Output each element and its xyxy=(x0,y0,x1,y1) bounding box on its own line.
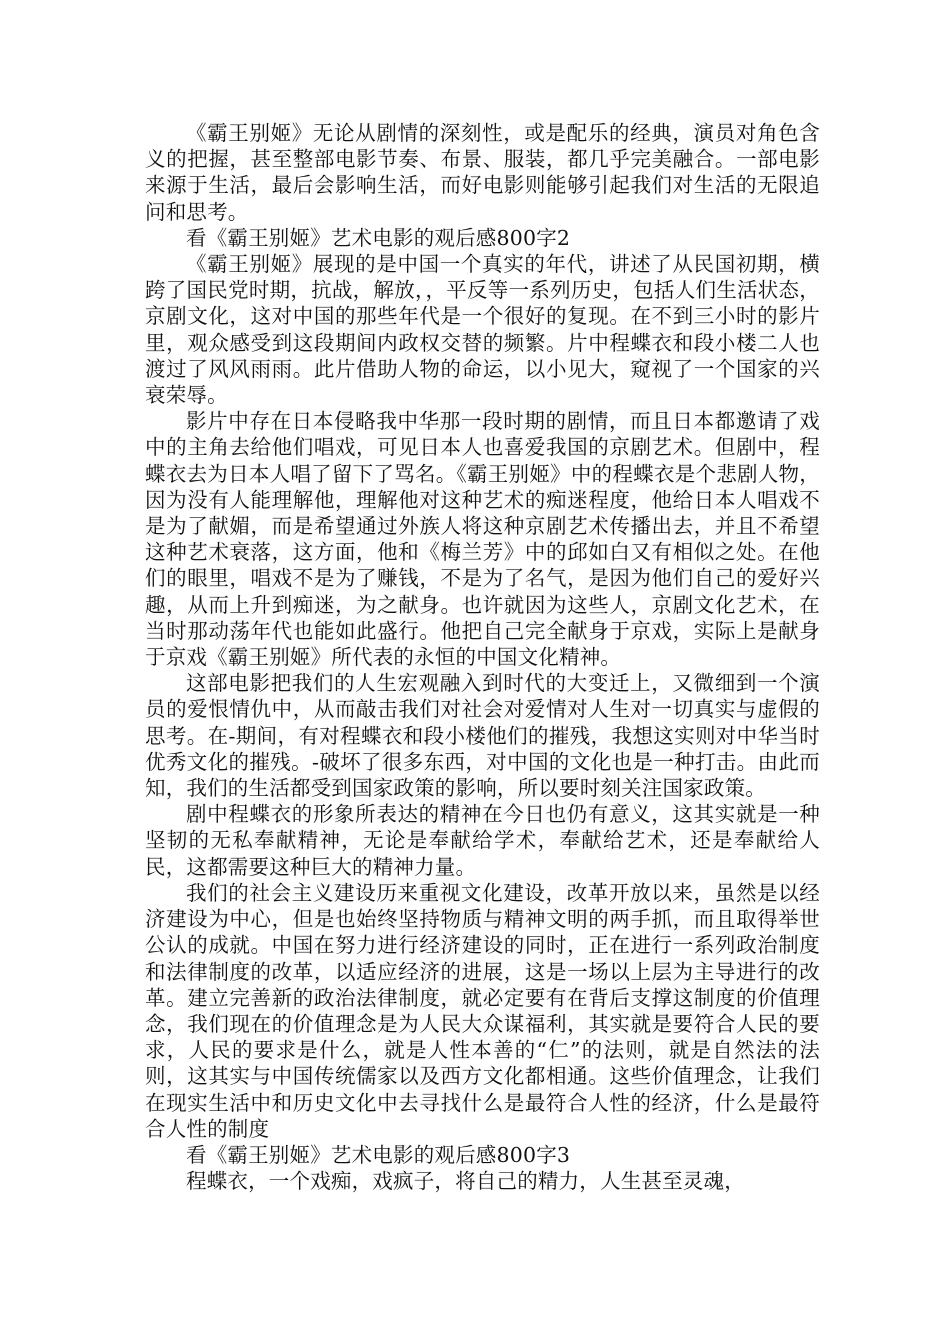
paragraph-3: 影片中存在日本侵略我中华那一段时期的剧情，而且日本都邀请了戏中的主角去给他们唱戏，可见日本人也喜爱我国的京剧艺术。但剧中，程蝶衣去为日本人唱了留下了骂名。《霸王别姬》中的程蝶衣是个悲剧人物，因为没有人能理解他，理解他对这种艺术的痴迷程度，他给日本人唱戏不是为了献媚，而是希望通过外族人将这种京剧艺术传播出去，并且不希望这种艺术衰落，这方面，他和《梅兰芳》中的邱如白又有相似之处。在他们的眼里，唱戏不是为了赚钱，不是为了名气，是因为他们自己的爱好兴趣，从而上升到痴迷，为之献身。也许就因为这些人，京剧文化艺术，在当时那动荡年代也能如此盛行。他把自己完全献身于京戏，实际上是献身于京戏《霸王别姬》所代表的永恒的中国文化精神。 xyxy=(145,409,820,670)
paragraph-6: 我们的社会主义建设历来重视文化建设，改革开放以来，虽然是以经济建设为中心，但是也始终坚持物质与精神文明的两手抓，而且取得举世公认的成就。中国在努力进行经济建设的同时，正在进行一系列政治制度和法律制度的改革，以适应经济的进展，这是一场以上层为主导进行的改革。建立完善新的政治法律制度，就必定要有在背后支撑这制度的价值理念，我们现在的价值理念是为人民大众谋福利，其实就是要符合人民的要求，人民的要求是什么，就是人性本善的“仁”的法则，就是自然法的法则，这其实与中国传统儒家以及西方文化都相通。这些价值理念，让我们在现实生活中和历史文化中去寻找什么是最符合人性的经济，什么是最符合人性的制度 xyxy=(145,880,820,1141)
document-page xyxy=(145,120,820,1194)
paragraph-2: 《霸王别姬》展现的是中国一个真实的年代，讲述了从民国初期，横跨了国民党时期，抗战，解放，，平反等一系列历史，包括人们生活状态，京剧文化，这对中国的那些年代是一个很好的复现。在不到三小时的影片里，观众感受到这段期间内政权交替的频繁。片中程蝶衣和段小楼二人也渡过了风风雨雨。此片借助人物的命运，以小见大，窥视了一个国家的兴衰荣辱。 xyxy=(145,252,820,408)
section-heading-2: 看《霸王别姬》艺术电影的观后感800字2 xyxy=(186,225,571,250)
paragraph-1: 《霸王别姬》无论从剧情的深刻性，或是配乐的经典，演员对角色含义的把握，甚至整部电影节奏、布景、服装，都几乎完美融合。一部电影来源于生活，最后会影响生活，而好电影则能够引起我们对生活的无限追问和思考。 xyxy=(145,121,820,224)
section-heading-3: 看《霸王别姬》艺术电影的观后感800字3 xyxy=(186,1142,571,1167)
paragraph-5: 剧中程蝶衣的形象所表达的精神在今日也仍有意义，这其实就是一种坚韧的无私奉献精神，无论是奉献给学术，奉献给艺术，还是奉献给人民，这都需要这种巨大的精神力量。 xyxy=(145,802,820,879)
paragraph-7: 程蝶衣，一个戏痴，戏疯子，将自己的精力，人生甚至灵魂， xyxy=(186,1169,745,1194)
paragraph-4: 这部电影把我们的人生宏观融入到时代的大变迁上，又微细到一个演员的爱恨情仇中，从而敲击我们对社会对爱情对人生对一切真实与虚假的思考。在-期间，有对程蝶衣和段小楼他们的摧残，我想这实则对中华当时优秀文化的摧残。-破坏了很多东西，对中国的文化也是一种打击。由此而知，我们的生活都受到国家政策的影响，所以要时刻关注国家政策。 xyxy=(145,671,820,801)
